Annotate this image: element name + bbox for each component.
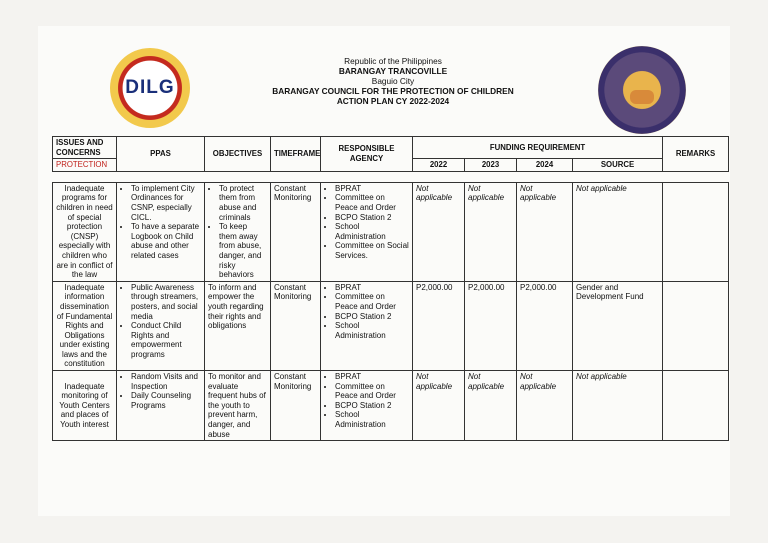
list-item: • Committee on Peace and Order	[335, 193, 409, 212]
objectives-cell: To inform and empower the youth regarding their rights and obligations	[205, 281, 271, 370]
col-issues-label: ISSUES AND CONCERNS	[56, 138, 104, 157]
funding-source-cell: Gender and Development Fund	[573, 281, 663, 370]
issue-cell: Inadequate monitoring of Youth Centers and places of Youth interest	[53, 371, 117, 441]
funding-2022-cell: P2,000.00	[413, 281, 465, 370]
list-item: • BCPO Station 2	[335, 312, 409, 322]
spacer-row	[53, 171, 729, 182]
dilg-seal-icon	[110, 48, 190, 128]
objectives-cell: To monitor and evaluate frequent hubs of the youth to prevent harm, danger, and abuse	[205, 371, 271, 441]
list-item: • Committee on Social Services.	[335, 241, 409, 260]
ppas-cell	[117, 371, 205, 441]
table-row	[53, 281, 729, 370]
ppas-cell	[117, 182, 205, 281]
handshake-icon	[630, 90, 654, 104]
timeframe-cell: Constant Monitoring	[271, 371, 321, 441]
funding-2024-cell: Not applicable	[517, 371, 573, 441]
list-item: • Daily Counseling Programs	[131, 391, 201, 410]
col-ppas-header: PPAS	[117, 137, 205, 172]
header-barangay: BARANGAY TRANCOVILLE	[338, 66, 448, 76]
funding-2022-cell: Not applicable	[413, 182, 465, 281]
funding-2024-cell: Not applicable	[517, 182, 573, 281]
action-plan-table	[52, 136, 729, 441]
table-row	[53, 182, 729, 281]
protection-label: PROTECTION	[53, 159, 117, 172]
funding-2024-cell: P2,000.00	[517, 281, 573, 370]
document-page	[38, 26, 730, 516]
funding-2023-cell: P2,000.00	[465, 281, 517, 370]
col-2022-header: 2022	[413, 159, 465, 172]
list-item: • Committee on Peace and Order	[335, 292, 409, 311]
funding-2022-cell: Not applicable	[413, 371, 465, 441]
agency-cell	[321, 371, 413, 441]
col-2024-header: 2024	[517, 159, 573, 172]
ppas-cell	[117, 281, 205, 370]
col-remarks-header: REMARKS	[663, 137, 729, 172]
list-item: • BPRAT	[335, 283, 409, 293]
timeframe-cell: Constant Monitoring	[271, 281, 321, 370]
document-header	[238, 56, 548, 106]
funding-source-cell: Not applicable	[573, 182, 663, 281]
list-item: • BCPO Station 2	[335, 401, 409, 411]
issue-cell: Inadequate information dissemination of Fundamental Rights and Obligations under existing laws and the constitution	[53, 281, 117, 370]
col-source-header: SOURCE	[573, 159, 663, 172]
dilg-logo-text: DILG	[125, 77, 175, 98]
remarks-cell	[663, 371, 729, 441]
list-item: • To have a separate Logbook on Child abuse and other related cases	[131, 222, 201, 260]
timeframe-cell: Constant Monitoring	[271, 182, 321, 281]
issue-cell: Inadequate programs for children in need of special protection (CNSP) especially with children who are in conflict of the law	[53, 182, 117, 281]
agency-cell	[321, 281, 413, 370]
col-2023-header: 2023	[465, 159, 517, 172]
col-timeframe-header: TIMEFRAME	[271, 137, 321, 172]
objectives-cell	[205, 182, 271, 281]
list-item: • BCPO Station 2	[335, 213, 409, 223]
col-agency-header: RESPONSIBLE AGENCY	[321, 137, 413, 172]
list-item: • Random Visits and Inspection	[131, 372, 201, 391]
col-funding-header: FUNDING REQUIREMENT	[413, 137, 663, 159]
col-issues-header	[53, 137, 117, 159]
list-item: • BPRAT	[335, 184, 409, 194]
funding-2023-cell: Not applicable	[465, 182, 517, 281]
col-objectives-header: OBJECTIVES	[205, 137, 271, 172]
list-item: • School Administration	[335, 222, 409, 241]
list-item: • School Administration	[335, 321, 409, 340]
list-item: • School Administration	[335, 410, 409, 429]
header-city: Baguio City	[371, 76, 415, 86]
header-council: BARANGAY COUNCIL FOR THE PROTECTION OF CHILDREN	[272, 86, 514, 96]
funding-2023-cell: Not applicable	[465, 371, 517, 441]
list-item: • Public Awareness through streamers, posters, and social media	[131, 283, 201, 321]
header-republic: Republic of the Philippines	[344, 56, 442, 66]
list-item: • Committee on Peace and Order	[335, 382, 409, 401]
list-item: • Conduct Child Rights and empowerment programs	[131, 321, 201, 359]
list-item: • BPRAT	[335, 372, 409, 382]
funding-source-cell: Not applicable	[573, 371, 663, 441]
barangay-seal-icon	[598, 46, 686, 134]
agency-cell	[321, 182, 413, 281]
remarks-cell	[663, 182, 729, 281]
table-row	[53, 371, 729, 441]
list-item: • To implement City Ordinances for CSNP, especially CICL.	[131, 184, 201, 222]
header-plan-title: ACTION PLAN CY 2022-2024	[336, 96, 450, 106]
list-item: • To keep them away from abuse, danger, and risky behaviors	[219, 222, 267, 280]
remarks-cell	[663, 281, 729, 370]
list-item: • To protect them from abuse and criminals	[219, 184, 267, 222]
